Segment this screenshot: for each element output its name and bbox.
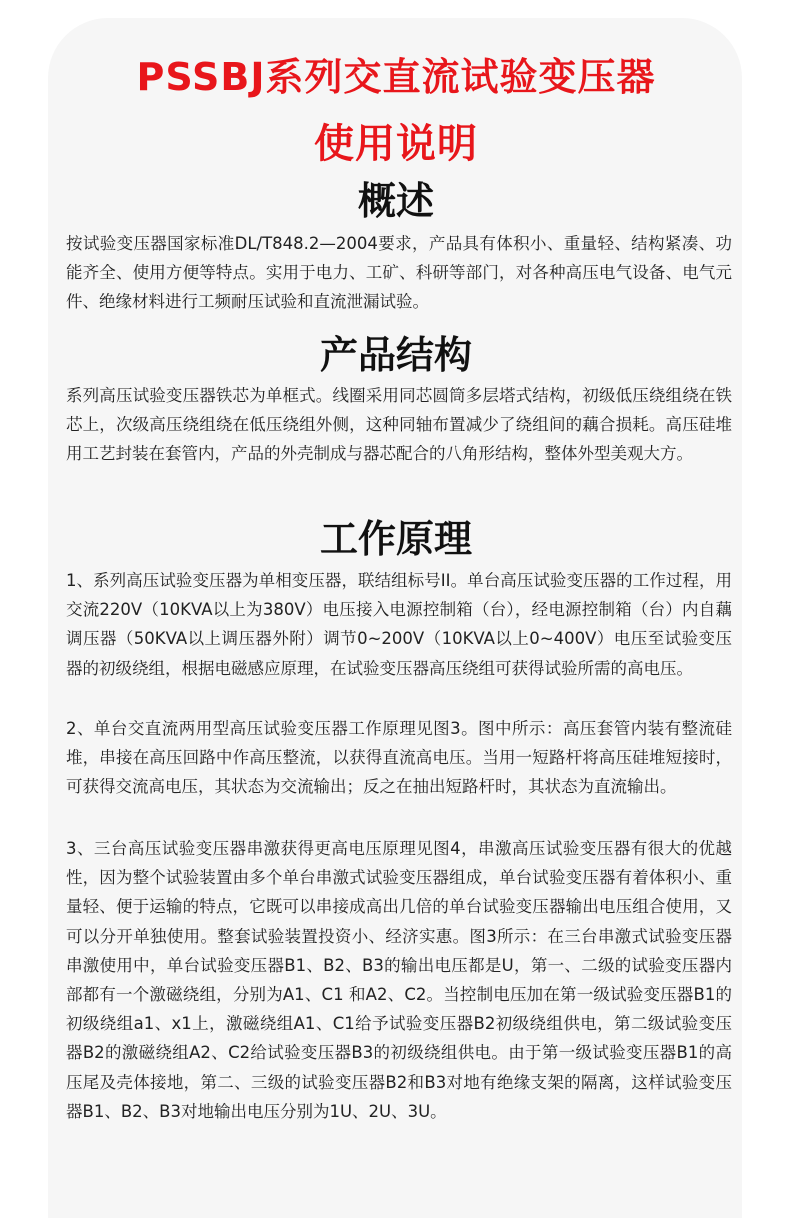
principle-paragraph-1: 1、系列高压试验变压器为单相变压器，联结组标号II。单台高压试验变压器的工作过程，用交流220V（10KVA以上为380V）电压接入电源控制箱（台），经电源控制箱（台）内自藕调压器（50KVA以上调压器外附）调节0~200V（10KVA以上0~400V）电压至试验变压器的初级绕组，根据电磁感应原理，在试验变压器高压绕组可获得试验所需的高电压。 (66, 571, 732, 678)
overview-paragraph: 按试验变压器国家标准DL/T848.2—2004要求，产品具有体积小、重量轻、结构紧凑、功能齐全、使用方便等特点。实用于电力、工矿、科研等部门，对各种高压电气设备、电气元件、绝缘材料进行工频耐压试验和直流泄漏试验。 (66, 234, 732, 312)
page-subtitle: 使用说明 (314, 121, 478, 167)
structure-paragraph: 系列高压试验变压器铁芯为单框式。线圈采用同芯圆筒多层塔式结构，初级低压绕组绕在铁芯上，次级高压绕组绕在低压绕组外侧，这种同轴布置减少了绕组间的藕合损耗。高压硅堆用工艺封装在套管内，产品的外壳制成与器芯配合的八角形结构，整体外型美观大方。 (66, 386, 732, 464)
principle-paragraph-2: 2、单台交直流两用型高压试验变压器工作原理见图3。图中所示：高压套管内装有整流硅堆，串接在高压回路中作高压整流，以获得直流高电压。当用一短路杆将高压硅堆短接时，可获得交流高电压，其状态为交流输出；反之在抽出短路杆时，其状态为直流输出。 (66, 719, 732, 797)
section-heading-overview: 概述 (357, 179, 434, 223)
section-heading-principle: 工作原理 (319, 517, 472, 561)
section-heading-structure: 产品结构 (319, 333, 472, 377)
page-title: PSSBJ系列交直流试验变压器 (136, 55, 656, 99)
principle-paragraph-3: 3、三台高压试验变压器串激获得更高电压原理见图4，串激高压试验变压器有很大的优越性，因为整个试验装置由多个单台串激式试验变压器组成，单台试验变压器有着体积小、重量轻、便于运输的特点，它既可以串接成高出几倍的单台试验变压器输出电压组合使用，又可以分开单独使用。整套试验装置投资小、经济实惠。图3所示：在三台串激式试验变压器串激使用中，单台试验变压器B1、B2、B3的输出电压都是U，第一、二级的试验变压器内部都有一个激磁绕组，分别为A1、C1 和A2、C2。当控制电压加在第一级试验变压器B1的初级绕组a1、x1上，激磁绕组A1、C1给予试验变压器B2初级绕组供电，第二级试验变压器B2的激磁绕组A2、C2给试验变压器B3的初级绕组供电。由于第一级试验变压器B1的高压尾及壳体接地，第二、三级的试验变压器B2和B3对地有绝缘支架的隔离，这样试验变压器B1、B2、B3对地输出电压分别为1U、2U、3U。 (66, 839, 732, 1121)
